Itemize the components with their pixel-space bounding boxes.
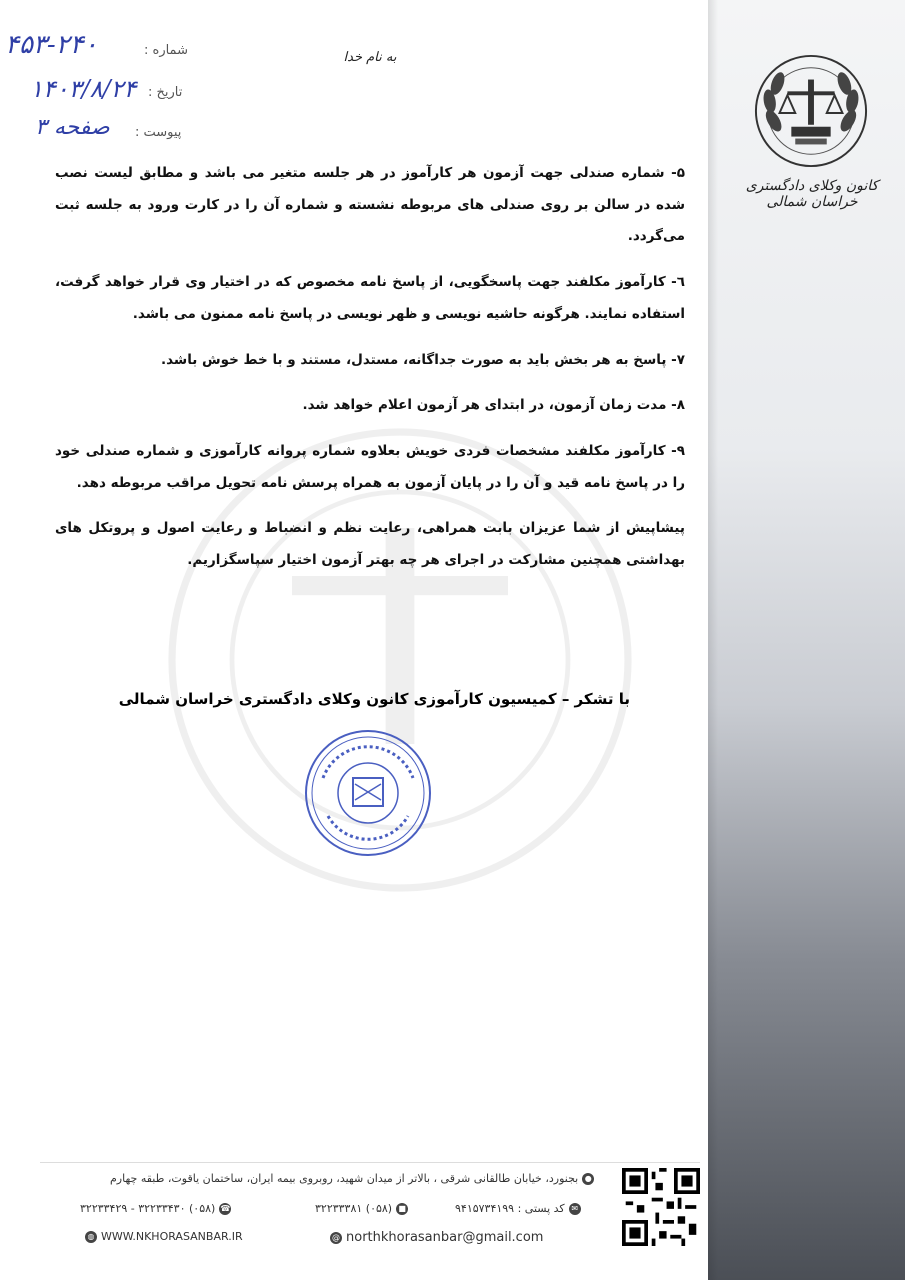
attachment-handwritten: ۳ صفحه [35,115,110,140]
date-handwritten: ۱۴۰۳/۸/۲۴ [30,75,137,103]
rule-5: ۵- شماره صندلی جهت آزمون هر کارآموز در هر جلسه متغیر می باشد و مطابق لیست نصب شده در سالن بر روی صندلی های مربوطه نشسته و شماره آن را در کارت ورود به جلسه ثبت می‌گردد. [55,165,685,245]
rule-7: ۷- پاسخ به هر بخش باید به صورت جداگانه، مستدل، مستند و با خط خوش باشد. [161,351,685,368]
footer-website[interactable] [85,1230,243,1243]
bar-association-logo [752,52,870,170]
closing-paragraph: پیشاپیش از شما عزیزان بابت همراهی، رعایت نظم و انضباط و رعایت اصول و پروتکل های بهداشتی همچنین مشارکت در اجرای هر چه بهتر آزمون اختیار سپاسگزاریم. [55,520,685,569]
footer-phone [80,1202,231,1215]
organization-name: کانون وکلای دادگستری خراسان شمالی [745,178,879,210]
letter-body [55,158,685,591]
official-stamp [303,728,433,858]
qr-code [622,1168,700,1246]
phone-icon: ☎ [220,1203,231,1213]
date-label: تاریخ : [148,85,183,100]
postal-icon: ✉ [569,1203,581,1215]
number-handwritten: ۴۵۳-۲۴۰ [5,30,98,60]
rule-6: ٦- کارآموز مکلفند جهت پاسخگویی، از پاسخ نامه مخصوص که در اختیار وی قرار خواهد گرفت، استفاده نمایند. هرگونه حاشیه نویسی و ظهر نویسی در پاسخ نامه ممنون می باشد. [55,274,685,322]
footer-fax [315,1202,408,1215]
phone-text: (۰۵۸) ۳۲۲۳۳۴۳۰ - ۳۲۲۳۳۴۲۹ [80,1202,216,1215]
footer-email[interactable] [330,1230,543,1245]
number-label: شماره : [144,43,188,58]
location-icon: ● [582,1173,594,1185]
attachment-label: پیوست : [135,125,182,140]
address-text: بجنورد، خیابان طالقانی شرقی ، بالاتر از میدان شهید، روبروی بیمه ایران، ساختمان یاقوت، طبقه چهارم [110,1172,579,1185]
rule-8: ۸- مدت زمان آزمون، در ابتدای هر آزمون اعلام خواهد شد. [302,397,685,414]
website-text[interactable]: WWW.NKHORASANBAR.IR [101,1230,243,1243]
rule-9: ۹- کارآموز مکلفند مشخصات فردی خویش بعلاوه شماره پروانه کارآموزی و شماره صندلی خود را در پاسخ نامه قید و آن را در پایان آزمون به همراه پرسش نامه تحویل مراقب مربوطه دهد. [55,443,685,491]
fax-text: (۰۵۸) ۳۲۲۳۳۳۸۱ [315,1202,393,1215]
fax-icon: ■ [396,1203,408,1215]
email-icon: @ [332,1232,340,1242]
postal-text: کد پستی : ۹۴۱۵۷۳۴۱۹۹ [455,1202,565,1215]
footer-postal [455,1202,581,1215]
bismillah: به نام خدا [343,50,397,65]
email-text[interactable]: northkhorasanbar@gmail.com [346,1230,544,1245]
sidebar-shadow [708,0,718,1280]
signature-line: با تشکر – کمیسیون کارآموزی کانون وکلای دادگستری خراسان شمالی [118,690,630,708]
globe-icon: ◍ [85,1231,97,1243]
footer-address [110,1172,594,1185]
footer-divider [40,1162,700,1163]
